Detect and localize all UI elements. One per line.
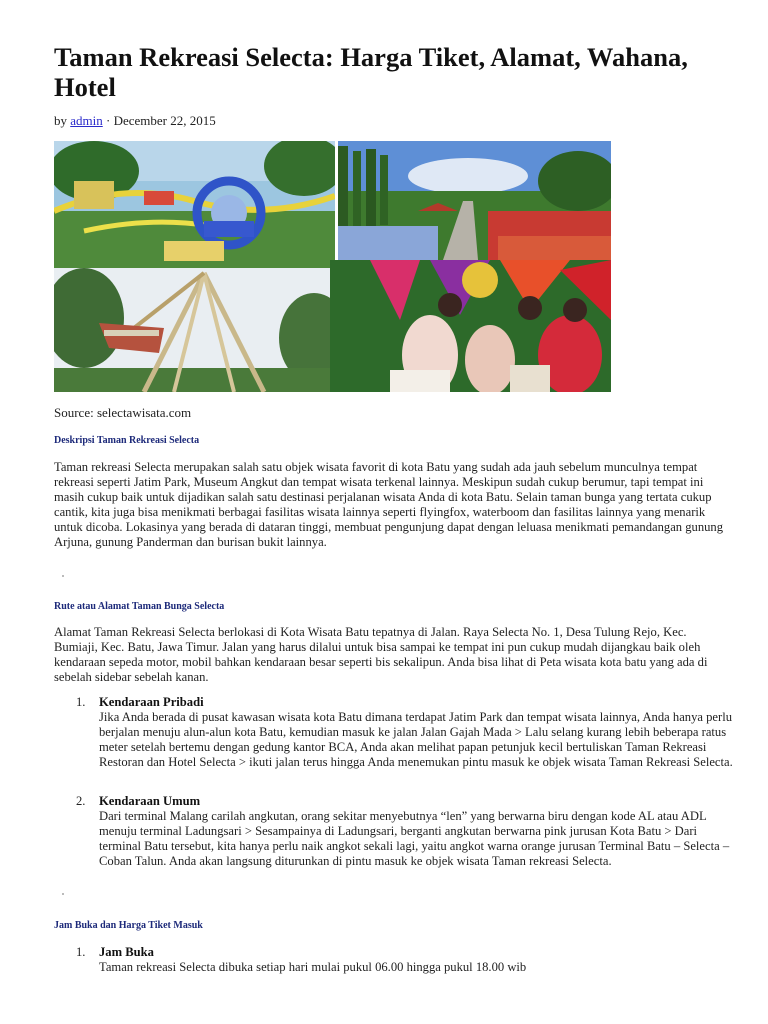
list-number: 1.: [76, 945, 86, 959]
list-item-jam-buka: [54, 945, 744, 985]
heading-rute: Rute atau Alamat Taman Bunga Selecta: [54, 601, 225, 612]
list-item-kendaraan-pribadi: [54, 695, 744, 785]
paragraph-deskripsi: Taman rekreasi Selecta merupakan salah satu objek wisata favorit di kota Batu yang sudah ada jauh sebelum munculnya tempat rekreasi seperti Jatim Park, Museum Angkut dan tempat wisata terkenal lainnya. Meskipun sudah cukup berumur, tapi tempat ini masih cukup baik untuk dijadikan salah satu destinasi perjalanan wisata Anda di kota Batu. Selain taman bunga yang tertata cukup cantik, kita juga bisa menikmati berbagai fasilitas wisata lainnya seperti flyingfox, waterboom dan fasilitas lainnya yang menarik untuk dicoba. Lokasinya yang berada di dataran tinggi, membuat pengunjung dapat dengan leluasa menikmati pemandangan gunung Arjuna, gunung Panderman dan burisan bukit lainnya.: [54, 460, 724, 550]
article-byline: [54, 113, 216, 129]
list-item-body: Taman rekreasi Selecta dibuka setiap hari mulai pukul 06.00 hingga pukul 18.00 wib: [99, 960, 527, 974]
list-item-title: Kendaraan Umum: [99, 794, 201, 808]
photo-pendulum-ride: [54, 268, 332, 392]
photo-carnival-parade: [330, 260, 611, 392]
divider-dot: [62, 575, 64, 577]
list-item-kendaraan-umum: [54, 794, 744, 884]
article-title: Taman Rekreasi Selecta: Harga Tiket, Alamat, Wahana, Hotel: [54, 42, 688, 102]
image-source: Source: selectawisata.com: [54, 405, 192, 420]
list-item-title: Jam Buka: [99, 945, 154, 959]
byline-prefix: by: [54, 113, 71, 128]
list-item-body: Dari terminal Malang carilah angkutan, orang sekitar menyebutnya “len” yang berwarna biru dengan kode AL atau ADL menuju terminal Ladungsari > Sesampainya di Ladungsari, berganti angkutan berwarna pink jurusan Kota Batu > Dari terminal Batu tersebut, kita hanya perlu naik angkot sekali lagi, yaitu angkot warna orange jurusan Terminal Batu – Selecta – Coban Talun. Anda akan langsung diturunkan di pintu masuk ke objek wisata Taman rekreasi Selecta.: [99, 809, 730, 869]
heading-deskripsi: Deskripsi Taman Rekreasi Selecta: [54, 435, 200, 446]
list-number: 1.: [76, 695, 86, 709]
heading-jam-buka: Jam Buka dan Harga Tiket Masuk: [54, 920, 203, 931]
publish-date: · December 22, 2015: [102, 113, 216, 128]
paragraph-rute: Alamat Taman Rekreasi Selecta berlokasi di Kota Wisata Batu tepatnya di Jalan. Raya Selecta No. 1, Desa Tulung Rejo, Kec. Bumiaji, Kec. Batu, Jawa Timur. Jalan yang harus dilalui untuk bisa sampai ke tempat ini pun cukup mudah dijangkau baik oleh kendaraan sepeda motor, mobil bahkan kendaraan besar seperti bis sekalipun. Anda bisa lihat di Peta wisata kota batu yang ada di sebelah sidebar sebelah kanan.: [54, 625, 708, 685]
list-item-body: Jika Anda berada di pusat kawasan wisata kota Batu dimana terdapat Jatim Park dan tempat wisata lainnya, Anda hanya perlu berjalan menuju alun-alun kota Batu, kemudian masuk ke jalan Jalan Gajah Mada > Lalu selang kurang lebih beberapa ratus meter setelah bertemu dengan gedung kantor BCA, Anda akan melihat papan petunjuk kecil bertuliskan Taman Rekreasi Restoran dan Hotel Selecta > ikuti jalan terus hingga Anda menemukan pintu masuk ke objek wisata Taman Rekreasi Selecta.: [99, 710, 733, 770]
list-number: 2.: [76, 794, 86, 808]
divider-dot: [62, 893, 64, 895]
author-link[interactable]: admin: [70, 113, 103, 128]
photo-flower-garden: [338, 141, 611, 260]
list-item-title: Kendaraan Pribadi: [99, 695, 204, 709]
photo-amusement-ride: [54, 141, 335, 268]
